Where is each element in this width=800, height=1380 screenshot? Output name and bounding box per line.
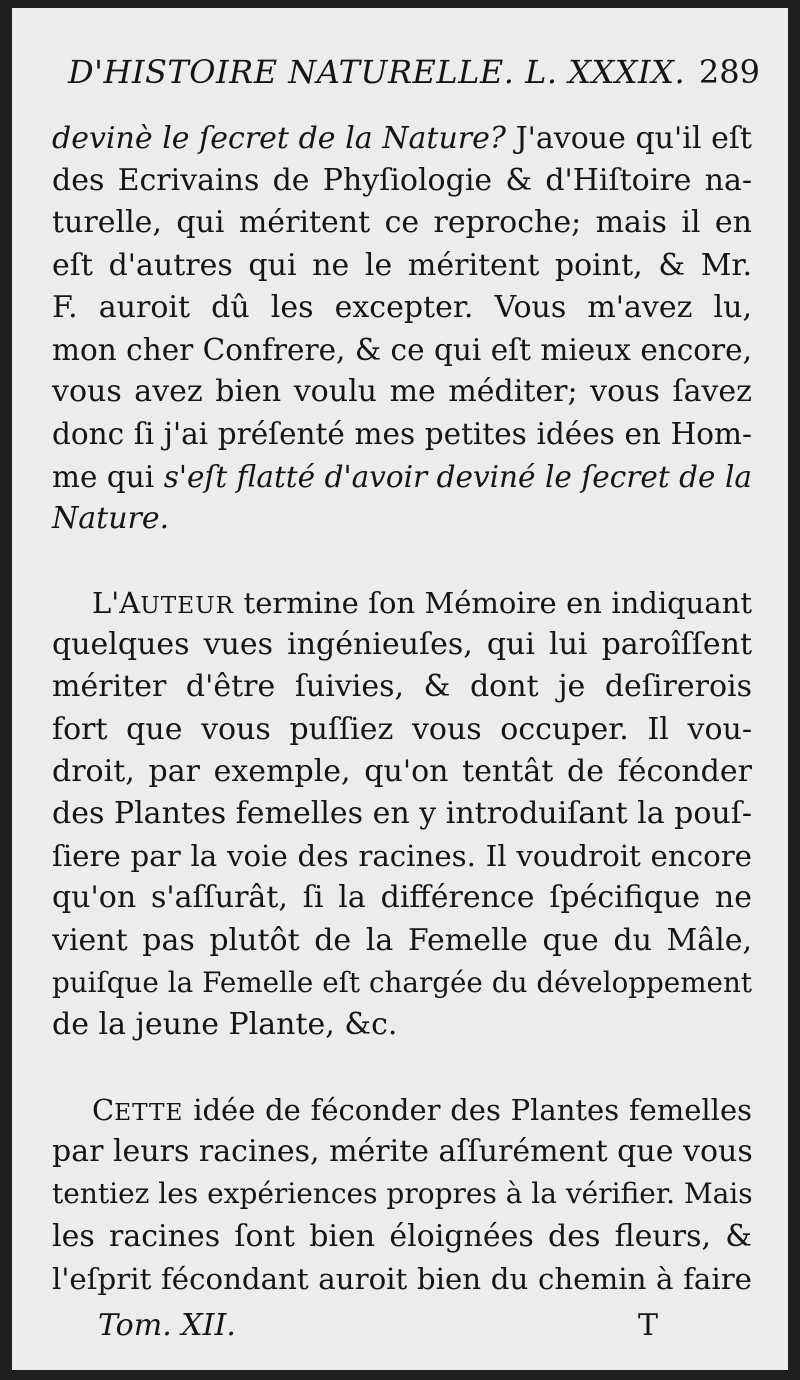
paragraph-line	[52, 582, 752, 624]
paragraph-line: eſt d'autres qui ne le méritent point, & Mr.	[52, 247, 752, 283]
paragraph-line: Nature.	[52, 500, 170, 536]
paragraph-line: F. auroit dû les excepter. Vous m'avez lu,	[52, 289, 752, 325]
running-title: D'HISTOIRE NATURELLE. L. XXXIX.	[68, 53, 686, 91]
paragraph-line: vient pas plutôt de la Femelle que du Mâle,	[52, 922, 752, 958]
paragraph-line: des Ecrivains de Phyſiologie & d'Hiſtoire na-	[52, 163, 752, 199]
text-span: J'avoue qu'il eſt	[515, 121, 752, 156]
paragraph-3	[52, 1089, 752, 1300]
paragraph-line: mériter d'être ſuivies, & dont je deſirerois	[52, 669, 752, 705]
paragraph-line: les racines ſont bien éloignées des fleurs, &	[52, 1218, 752, 1254]
paragraph-line	[52, 118, 752, 160]
paragraph-line: mon cher Confrere, & ce qui eſt mieux encore,	[52, 332, 752, 367]
paragraph-line: quelques vues ingénieuſes, qui lui paroîſſent	[52, 627, 752, 663]
paragraph-line	[52, 456, 752, 498]
text-span: me qui	[52, 459, 164, 494]
paragraph-line: de la jeune Plante, &c.	[52, 1006, 398, 1042]
paragraph-line: qu'on s'aſſurât, ſi la différence ſpécifique ne	[52, 880, 752, 916]
paragraph-line: l'eſprit fécondant auroit bien du chemin à faire	[52, 1261, 752, 1296]
text-span: termine ſon Mémoire en indiquant	[234, 586, 752, 620]
paragraph-line: fort que vous puſſiez vous occuper. Il vou-	[52, 711, 752, 747]
small-caps-word: ETTE	[114, 1099, 184, 1126]
signature-mark: T	[637, 1308, 658, 1343]
book-page	[12, 8, 788, 1370]
italic-phrase: devinè le ſecret de la Nature?	[52, 121, 516, 156]
page-number: 289	[698, 53, 760, 91]
paragraph-line: ſiere par la voie des racines. Il voudroit encore	[52, 839, 752, 874]
paragraph-lead: L'A	[92, 586, 141, 620]
paragraph-line: vous avez bien voulu me méditer; vous ſavez	[52, 374, 752, 410]
paragraph-line: puiſque la Femelle eſt chargée du développement	[52, 965, 752, 999]
paragraph-1	[52, 118, 752, 540]
volume-marker: Tom. XII.	[98, 1308, 236, 1343]
paragraph-2	[52, 582, 752, 1046]
paragraph-lead: C	[92, 1093, 115, 1127]
small-caps-word: UTEUR	[140, 592, 235, 619]
paragraph-line: tentiez les expériences propres à la vérifier. Mais	[52, 1177, 753, 1211]
paragraph-line: par leurs racines, mérite aſſurément que vous	[52, 1134, 753, 1170]
paragraph-line: droit, par exemple, qu'on tentât de féconder	[52, 753, 752, 789]
italic-phrase: s'eſt flatté d'avoir deviné le ſecret de la	[163, 459, 752, 494]
page-header	[68, 48, 768, 108]
paragraph-line: donc ſi j'ai préſenté mes petites idées en Hom-	[52, 417, 752, 452]
text-span: idée de féconder des Plantes femelles	[183, 1093, 752, 1127]
page-footer	[98, 1304, 658, 1354]
paragraph-line: turelle, qui méritent ce reproche; mais il en	[52, 205, 752, 241]
paragraph-line	[52, 1089, 752, 1131]
paragraph-line: des Plantes femelles en y introduiſant la pouſ-	[52, 795, 752, 831]
